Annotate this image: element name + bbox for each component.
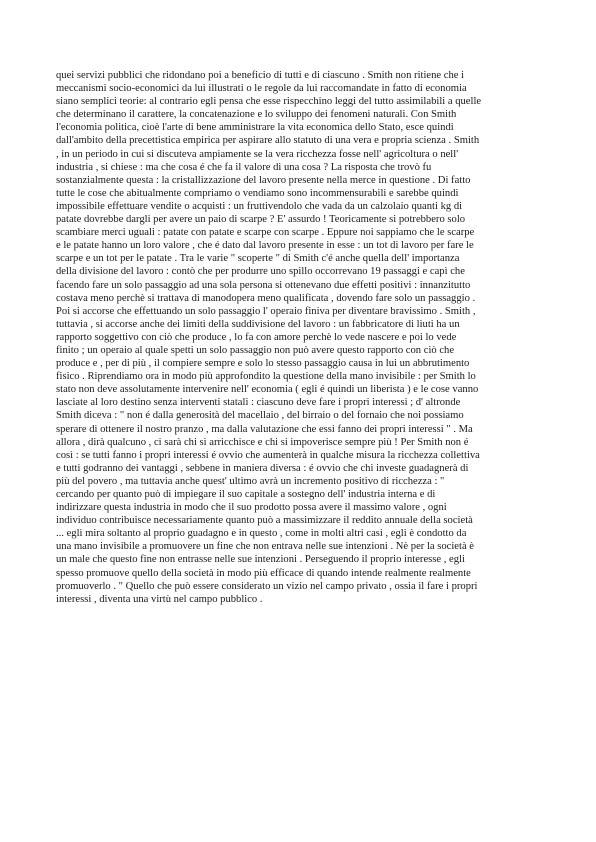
text-line: patate dovrebbe dargli per avere un paio di scarpe ? E' assurdo ! Teoricamente si potrebbero solo <box>56 214 466 226</box>
text-line: un male che questo fine non entrasse nelle sue intenzioni . Perseguendo il proprio interesse , egli <box>56 554 465 566</box>
text-line: che determinano il carattere, la concatenazione e lo sviluppo dei fenomeni naturali. Con Smith <box>56 109 457 121</box>
text-line: siano semplici teorie: al contrario egli pensa che esse rispecchino leggi del tutto assimilabili a quelle <box>56 96 482 108</box>
text-line: dall'ambito della precettistica empirica per aspirare allo statuto di una vera e propria scienza . Smith <box>56 135 480 147</box>
text-line: una mano invisibile a promuovere un fine che non entrava nelle sue intenzioni . Nè per la società è <box>56 541 475 553</box>
text-line: produce e , per di più , il compiere sempre e solo lo stesso passaggio causa in lui un abbrutimento <box>56 358 470 370</box>
text-line: scarpe e un tot per le patate . Tra le varie " scoperte " di Smith c'é anche quella dell' importanza <box>56 253 460 265</box>
text-line: costava meno perchè si trattava di manodopera meno qualificata , dovendo fare solo un passaggio . <box>56 292 476 304</box>
text-line: Poi si accorse che effettuando un solo passaggio l' operaio finiva per diventare bravissimo . Smith , <box>56 305 476 317</box>
text-line: promuoverlo . " Quello che può essere considerato un vizio nel campo privato , ossia il fare i propri <box>56 580 478 592</box>
body-text <box>56 69 576 606</box>
text-line: e tutti godranno dei vantaggi , sebbene in maniera diversa : é ovvio che chi investe guadagnerà di <box>56 462 469 474</box>
text-line: sperare di ottenere il nostro pranzo , ma dalla valutazione che essi fanno dei propri interessi " . Ma <box>56 423 473 435</box>
text-line: meccanismi socio-economici da lui illustrati o le regole da lui raccomandate in fatto di economia <box>56 83 467 95</box>
text-line: spesso promuove quello della società in modo più efficace di quando intende realmente realmente <box>56 567 471 579</box>
text-line: scambiare merci uguali : patate con patate e scarpe con scarpe . Eppure noi sappiamo che le scarpe <box>56 227 475 239</box>
text-line: facendo fare un solo passaggio ad una sola persona si ottenevano due effetti positivi : innanzitutto <box>56 279 471 291</box>
text-line: industria , si chiese : ma che cosa é che fa il valore di una cosa ? La risposta che trovò fu <box>56 161 432 173</box>
text-line: allora , dirà qualcuno , ci sarà chi si arricchisce e chi si impoverisce sempre più ! Per Smith non é <box>56 436 469 448</box>
text-line: indirizzare questa industria in modo che il suo prodotto possa avere il massimo valore , ogni <box>56 502 447 514</box>
text-line: della divisione del lavoro : contò che per produrre uno spillo occorrevano 19 passaggi e capì che <box>56 266 465 278</box>
text-line: stato non deve assolutamente intervenire nell' economia ( egli é quindi un liberista ) e le cose vanno <box>56 384 479 396</box>
text-line: cercando per quanto può di impiegare il suo capitale a sostegno dell' industria interna e di <box>56 489 436 500</box>
text-line: tutte le cose che abitualmente compriamo o vendiamo sono incommensurabili e sarebbe quindi <box>56 187 459 199</box>
text-line: così : se tutti fanno i propri interessi é ovvio che aumenterà in qualche misura la ricchezza collettiva <box>56 449 480 461</box>
text-line: tuttavia , si accorse anche dei limiti della suddivisione del lavoro : un fabbricatore di liuti ha un <box>56 318 460 330</box>
text-line: , in un periodo in cui si discuteva ampiamente se la vera ricchezza fosse nell' agricoltura o nell' <box>56 148 459 160</box>
text-line: lasciate al loro destino senza interventi statali : ciascuno deve fare i propri interessi ; d' altronde <box>56 397 461 409</box>
text-line: rapporto soggettivo con ciò che produce , lo fa con amore perchè lo vede nascere e poi lo vede <box>56 331 457 343</box>
text-line: l'economia politica, cioè l'arte di bene amministrare la vita economica dello Stato, esce quindi <box>56 122 454 134</box>
text-line: sostanzialmente questa : la cristallizzazione del lavoro presente nella merce in questione . Di fatto <box>56 174 471 186</box>
text-line: e le patate hanno un loro valore , che é dato dal lavoro presente in esse : un tot di lavoro per fare le <box>56 240 474 252</box>
text-line: finito ; un operaio al quale spetti un solo passaggio non può avere questo rapporto con ciò che <box>56 344 455 356</box>
text-line: interessi , diventa una virtù nel campo pubblico . <box>56 593 263 605</box>
text-line: impossibile effettuare vendite o acquisti : un fruttivendolo che vada da un calzolaio quanti kg di <box>56 200 463 212</box>
text-line: ... egli mira soltanto al proprio guadagno e in questo , come in molti altri casi , egli è condotto da <box>56 528 467 540</box>
text-line: individuo contribuisce necessariamente quanto può a massimizzare il reddito annuale della società <box>56 515 473 527</box>
text-line: fisico . Riprendiamo ora in modo più approfondito la questione della mano invisibile : per Smith lo <box>56 371 476 383</box>
text-line: più del povero , ma tuttavia anche quest' ultimo avrà un incremento positivo di ricchezza : " <box>56 475 445 487</box>
text-line: quei servizi pubblici che ridondano poi a beneficio di tutti e di ciascuno . Smith non ritiene che i <box>56 70 465 81</box>
text-line: Smith diceva : " non é dalla generosità del macellaio , del birraio o del fornaio che noi possiamo <box>56 410 464 422</box>
